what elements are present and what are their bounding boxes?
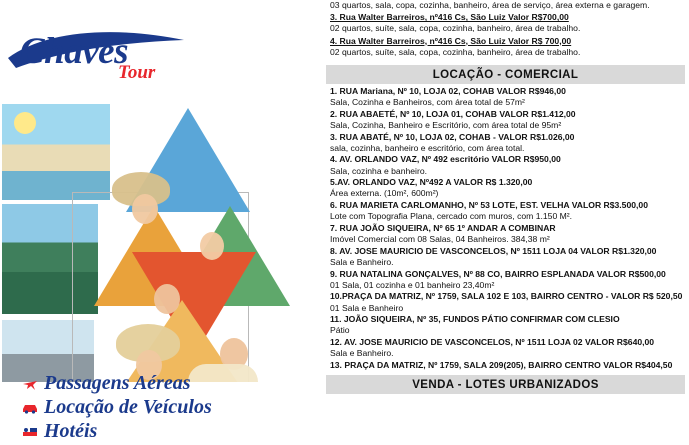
photo-person-face	[154, 284, 180, 314]
listing-description: Lote com Topografia Plana, cercado com muros, com 1.150 M².	[330, 211, 573, 222]
list-item	[330, 200, 683, 222]
list-item	[330, 109, 683, 131]
list-item	[330, 314, 683, 336]
listing-title: 11. JOÃO SIQUEIRA, Nº 35, FUNDOS PÁTIO CONFIRMAR COM CLESIO	[330, 314, 620, 325]
list-item	[330, 177, 683, 199]
list-item	[330, 86, 683, 108]
car-icon	[22, 399, 38, 415]
listing-title: 4. AV. ORLANDO VAZ, Nº 492 escritório VALOR R$950,00	[330, 154, 561, 165]
layout-guide-line	[72, 192, 73, 382]
listing-description: 02 quartos, suíte, sala, copa, cozinha, banheiro, área de trabalho.	[330, 46, 581, 57]
section-header-comercial: LOCAÇÃO - COMERCIAL	[326, 65, 685, 84]
listing-description: Imóvel Comercial com 08 Salas, 04 Banheiros. 384,38 m²	[330, 234, 550, 245]
listing-title: 4. Rua Walter Barreiros, nº416 Cs, São Luiz Valor R$ 700,00	[330, 35, 572, 46]
list-item	[330, 291, 683, 313]
list-item	[330, 12, 683, 34]
photo-person-face	[132, 194, 158, 224]
section-header-venda: VENDA - LOTES URBANIZADOS	[326, 375, 685, 394]
listing-title: 9. RUA NATALINA GONÇALVES, Nº 88 CO, BAIRRO ESPLANADA VALOR R$500,00	[330, 268, 666, 279]
list-item	[330, 246, 683, 268]
photo-person-face	[200, 232, 224, 260]
listing-description: 01 Sala e Banheiro	[330, 302, 404, 313]
service-item-hoteis	[22, 419, 322, 443]
listing-description: Pátio	[330, 325, 350, 336]
commercial-listings	[326, 84, 685, 371]
brand-subtitle: Tour	[118, 62, 156, 83]
listing-title: 2. RUA ABAETÉ, Nº 10, LOJA 01, COHAB VALOR R$1.412,00	[330, 108, 576, 119]
photo-collage	[0, 92, 300, 382]
listing-title: 3. Rua Walter Barreiros, nº416 Cs, São Luiz Valor R$700,00	[330, 12, 569, 23]
service-item-locacao	[22, 395, 322, 419]
service-label: Locação de Veículos	[44, 395, 212, 418]
bed-icon	[22, 423, 38, 439]
service-item-passagens	[22, 371, 322, 395]
listings-column	[322, 0, 689, 445]
listing-title: 8. AV. JOSE MAURICIO DE VASCONCELOS, Nº 1511 LOJA 04 VALOR R$1.320,00	[330, 245, 657, 256]
list-item	[330, 0, 683, 11]
list-item	[330, 269, 683, 291]
listing-description: Sala, Cozinha e Banheiros, com área total de 57m²	[330, 97, 525, 108]
list-item	[330, 223, 683, 245]
photo-beach	[2, 104, 110, 200]
listing-description: sala, cozinha, banheiro e escritório, com área total.	[330, 142, 525, 153]
triangle-photo-cluster	[96, 102, 296, 382]
listing-title: 13. PRAÇA DA MATRIZ, Nº 1759, SALA 209(205), BAIRRO CENTRO VALOR R$404,50	[330, 359, 673, 370]
residential-listings	[326, 0, 685, 58]
photo-coast	[2, 204, 98, 314]
listing-description: Sala, cozinha e banheiro.	[330, 165, 427, 176]
listing-title: 1. RUA Mariana, Nº 10, LOJA 02, COHAB VALOR R$946,00	[330, 85, 566, 96]
listing-title: 3. RUA ABATÉ, Nº 10, LOJA 02, COHAB - VALOR R$1.026,00	[330, 131, 575, 142]
list-item	[330, 360, 683, 371]
listing-title: 7. RUA JOÃO SIQUEIRA, Nº 65 1º ANDAR A COMBINAR	[330, 222, 556, 233]
list-item	[330, 337, 683, 359]
listing-description: Sala e Banheiro.	[330, 256, 394, 267]
list-item	[330, 36, 683, 58]
list-item	[330, 154, 683, 176]
listing-description: Sala e Banheiro.	[330, 348, 394, 359]
brand-panel	[0, 0, 322, 445]
section-header-venda-wrap	[326, 375, 685, 394]
service-label: Passagens Aéreas	[44, 371, 191, 394]
listing-description: Área externa. (10m², 600m²)	[330, 188, 439, 199]
listing-description: 03 quartos, sala, copa, cozinha, banheiro, área de serviço, área externa e garagem.	[330, 0, 650, 10]
brand-name: Chaves	[20, 31, 128, 72]
listing-title: 6. RUA MARIETA CARLOMANHO, Nº 53 LOTE, EST. VELHA VALOR R$3.500,00	[330, 200, 648, 211]
listing-description: Sala, Cozinha, Banheiro e Escritório, com área total de 95m²	[330, 119, 562, 130]
listing-description: 02 quartos, suíte, sala, copa, cozinha, banheiro, área de trabalho.	[330, 23, 581, 34]
services-list	[22, 371, 322, 443]
listing-title: 12. AV. JOSE MAURICIO DE VASCONCELOS, Nº 1511 LOJA 02 VALOR R$640,00	[330, 337, 655, 348]
listing-title: 5.AV. ORLANDO VAZ, Nº492 A VALOR R$ 1.320,00	[330, 177, 533, 188]
list-item	[330, 132, 683, 154]
listing-description: 01 Sala, 01 cozinha e 01 banheiro 23,40m²	[330, 279, 495, 290]
plane-icon	[22, 375, 38, 391]
service-label: Hotéis	[44, 419, 98, 442]
listing-title: 10.PRAÇA DA MATRIZ, Nº 1759, SALA 102 E 103, BAIRRO CENTRO - VALOR R$ 520,50	[330, 291, 683, 302]
